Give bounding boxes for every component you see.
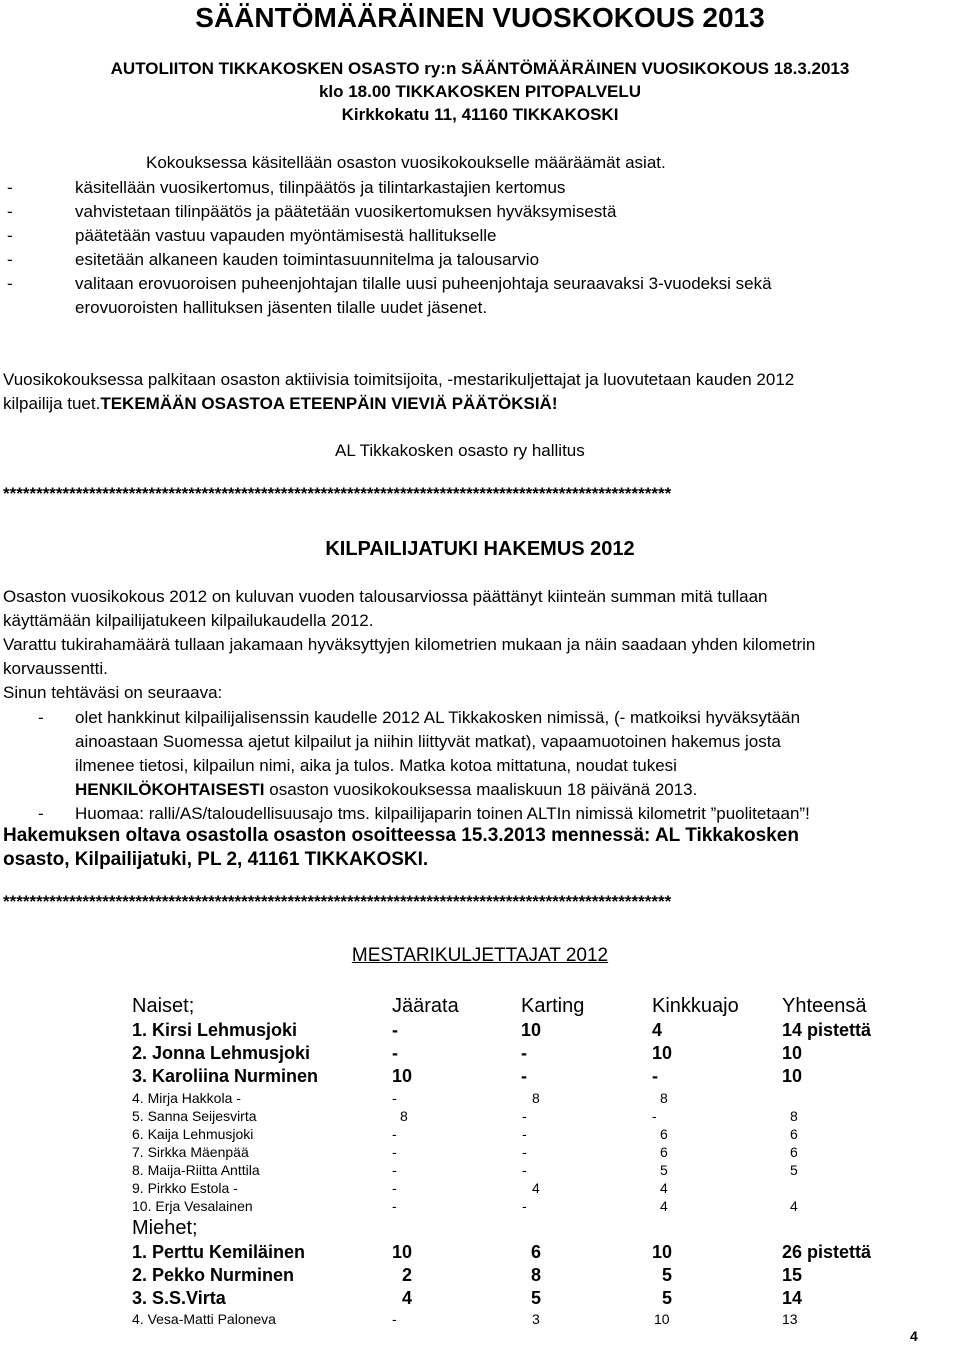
jaarata-value: - [392, 1198, 397, 1214]
agenda-intro: Kokouksessa käsitellään osaston vuosikokoukselle määräämät asiat. [146, 153, 666, 172]
driver-name: 2. Pekko Nurminen [132, 1265, 295, 1285]
agenda-item-text: valitaan erovuoroisen puheenjohtajan tilalle uusi puheenjohtaja seuraavaksi 3-vuodeksi sekä [75, 274, 772, 293]
deadline-line-2: osasto, Kilpailijatuki, PL 2, 41161 TIKKAKOSKI. [3, 849, 429, 870]
karting-value: 8 [531, 1265, 542, 1285]
kinkkuajo-value: 10 [652, 1043, 673, 1063]
driver-name: 8. Maija-Riitta Anttila [132, 1162, 260, 1178]
agenda-item: - vahvistetaan tilinpäätös ja päätetään vuosikertomuksen hyväksymisestä [0, 200, 960, 224]
total-value: 10 [782, 1043, 803, 1063]
agenda-item: - käsitellään vuosikertomus, tilinpäätös ja tilintarkastajien kertomus [0, 176, 960, 200]
agenda-item-text: käsitellään vuosikertomus, tilinpäätös ja tilintarkastajien kertomus [75, 178, 566, 197]
driver-name: 5. Sanna Seijesvirta [132, 1108, 257, 1124]
header-kinkkuajo: Kinkkuajo [652, 995, 739, 1017]
kinkkuajo-value: 8 [660, 1090, 668, 1106]
awards-text-line-2 [3, 392, 558, 416]
table-row [0, 1242, 960, 1265]
header-karting: Karting [521, 995, 585, 1017]
driver-name: 6. Kaija Lehmusjoki [132, 1126, 254, 1142]
agenda-item-text: esitetään alkaneen kauden toimintasuunnitelma ja talousarvio [75, 250, 540, 269]
deadline-line-1: Hakemuksen oltava osastolla osaston osoitteessa 15.3.2013 mennessä: AL Tikkakosken [3, 825, 799, 846]
table-row [0, 1162, 960, 1180]
header-jaarata: Jäärata [392, 995, 459, 1017]
mestarikuljettajat-title: MESTARIKULJETTAJAT 2012 [351, 945, 609, 966]
awards-text-line-1: Vuosikokouksessa palkitaan osaston aktiivisia toimitsijoita, -mestarikuljettajat ja luovutetaan kauden 2012 [3, 370, 795, 389]
jaarata-value: 2 [402, 1265, 413, 1285]
table-row [0, 1198, 960, 1216]
driver-name: 10. Erja Vesalainen [132, 1198, 253, 1214]
table-row [0, 1126, 960, 1144]
jaarata-value: - [392, 1043, 398, 1063]
karting-value: 3 [532, 1311, 540, 1327]
kinkkuajo-value: - [652, 1066, 658, 1086]
karting-value: - [522, 1126, 527, 1142]
total-value: 26 pistettä [782, 1242, 872, 1262]
table-row [0, 1288, 960, 1311]
agenda-item-text: vahvistetaan tilinpäätös ja päätetään vuosikertomuksen hyväksymisestä [75, 202, 617, 221]
kilpailijatuki-text: käyttämään kilpailijatukeen kilpailukaudella 2012. [3, 611, 374, 630]
jaarata-value: - [392, 1144, 397, 1160]
karting-value: - [522, 1162, 527, 1178]
table-row [0, 1108, 960, 1126]
jaarata-value: - [392, 1020, 398, 1040]
agenda-item: - esitetään alkaneen kauden toimintasuunnitelma ja talousarvio [0, 248, 960, 272]
total-value: 6 [790, 1126, 798, 1142]
jaarata-value: - [392, 1162, 397, 1178]
table-row [0, 1090, 960, 1108]
table-row [0, 1144, 960, 1162]
kinkkuajo-value: - [652, 1108, 657, 1124]
jaarata-value: 10 [392, 1242, 413, 1262]
table-row [0, 1066, 960, 1089]
jaarata-value: - [392, 1311, 397, 1327]
requirement-tail: osaston vuosikokouksessa maaliskuun 18 päivänä 2013. [264, 780, 698, 799]
awards-text-normal: kilpailija tuet. [3, 394, 101, 413]
meeting-header-line-2: klo 18.00 TIKKAKOSKEN PITOPALVELU [318, 82, 642, 101]
karting-value: - [522, 1144, 527, 1160]
karting-value: 10 [521, 1020, 542, 1040]
total-value: 10 [782, 1066, 803, 1086]
agenda-item-text: päätetään vastuu vapauden myöntämisestä hallitukselle [75, 226, 497, 245]
total-value: 14 [782, 1288, 803, 1308]
driver-name: 4. Vesa-Matti Paloneva [132, 1311, 276, 1327]
board-signature: AL Tikkakosken osasto ry hallitus [335, 441, 585, 460]
driver-name: 2. Jonna Lehmusjoki [132, 1043, 311, 1063]
header-yhteensa: Yhteensä [782, 995, 867, 1017]
separator-stars: ***************************************************************************************************** [3, 892, 672, 911]
meeting-header-line-1: AUTOLIITON TIKKAKOSKEN OSASTO ry:n SÄÄNTÖMÄÄRÄINEN VUOSIKOKOUS 18.3.2013 [110, 59, 850, 78]
karting-value: 4 [532, 1180, 540, 1196]
driver-name: 3. Karoliina Nurminen [132, 1066, 319, 1086]
kinkkuajo-value: 4 [660, 1180, 668, 1196]
driver-name: 7. Sirkka Mäenpää [132, 1144, 249, 1160]
document-title: SÄÄNTÖMÄÄRÄINEN VUOSKOKOUS 2013 [195, 2, 765, 33]
total-value: 4 [790, 1198, 798, 1214]
kilpailijatuki-text: Varattu tukirahamäärä tullaan jakamaan hyväksyttyjen kilometrien mukaan ja näin saadaan yhden kilometrin [3, 635, 816, 654]
kilpailijatuki-title: KILPAILIJATUKI HAKEMUS 2012 [325, 538, 635, 560]
karting-value: 8 [532, 1090, 540, 1106]
requirement-text: ilmenee tietosi, kilpailun nimi, aika ja tulos. Matka kotoa mittatuna, noudat tukesi [75, 756, 677, 775]
karting-value: - [521, 1043, 527, 1063]
requirement-item: - Huomaa: ralli/AS/taloudellisuusajo tms. kilpailijaparin toinen ALTIn nimissä kilometrit ”puolitetaan”! [0, 802, 960, 826]
separator-stars: ***************************************************************************************************** [3, 484, 672, 503]
karting-value: - [522, 1108, 527, 1124]
kinkkuajo-value: 5 [662, 1265, 673, 1285]
agenda-item-continuation: erovuoroisten hallituksen jäsenten tilalle uudet jäsenet. [75, 298, 488, 317]
requirement-text: Huomaa: ralli/AS/taloudellisuusajo tms. kilpailijaparin toinen ALTIn nimissä kilometrit ”puolitetaan”! [75, 804, 810, 823]
requirement-item: - olet hankkinut kilpailijalisenssin kaudelle 2012 AL Tikkakosken nimissä, (- matkoiksi hyväksytään [0, 706, 960, 730]
awards-text-bold: TEKEMÄÄN OSASTOA ETEENPÄIN VIEVIÄ PÄÄTÖKSIÄ! [100, 394, 558, 413]
kinkkuajo-value: 10 [652, 1242, 673, 1262]
jaarata-value: 4 [402, 1288, 413, 1308]
table-row [0, 1311, 960, 1329]
total-value: 14 pistettä [782, 1020, 872, 1040]
driver-name: 4. Mirja Hakkola - [132, 1090, 241, 1106]
kinkkuajo-value: 6 [660, 1126, 668, 1142]
total-value: 13 [782, 1311, 798, 1327]
table-row [0, 1180, 960, 1198]
kilpailijatuki-text: korvaussentti. [3, 659, 108, 678]
total-value: 15 [782, 1265, 803, 1285]
jaarata-value: - [392, 1090, 397, 1106]
driver-name: 9. Pirkko Estola - [132, 1180, 238, 1196]
agenda-item: - valitaan erovuoroisen puheenjohtajan tilalle uusi puheenjohtaja seuraavaksi 3-vuodeksi sekä [0, 272, 960, 296]
kinkkuajo-value: 10 [654, 1311, 670, 1327]
meeting-header-line-3: Kirkkokatu 11, 41160 TIKKAKOSKI [341, 105, 619, 124]
table-row [0, 1020, 960, 1043]
miehet-label: Miehet; [132, 1217, 198, 1239]
table-row [0, 1265, 960, 1288]
driver-name: 1. Perttu Kemiläinen [132, 1242, 306, 1262]
jaarata-value: - [392, 1126, 397, 1142]
total-value: 8 [790, 1108, 798, 1124]
agenda-item: - päätetään vastuu vapauden myöntämisestä hallitukselle [0, 224, 960, 248]
header-naiset: Naiset; [132, 995, 195, 1017]
requirement-text: ainoastaan Suomessa ajetut kilpailut ja niihin liittyvät matkat), vapaamuotoinen hakemus josta [75, 732, 781, 751]
table-row [0, 1043, 960, 1066]
jaarata-value: - [392, 1180, 397, 1196]
kilpailijatuki-text: Osaston vuosikokous 2012 on kuluvan vuoden talousarviossa päättänyt kiinteän summan mitä tullaan [3, 587, 768, 606]
kinkkuajo-value: 4 [652, 1020, 663, 1040]
karting-value: 5 [531, 1288, 542, 1308]
jaarata-value: 10 [392, 1066, 413, 1086]
kinkkuajo-value: 5 [662, 1288, 673, 1308]
kinkkuajo-value: 4 [660, 1198, 668, 1214]
driver-name: 1. Kirsi Lehmusjoki [132, 1020, 298, 1040]
driver-name: 3. S.S.Virta [132, 1288, 226, 1308]
requirement-text: olet hankkinut kilpailijalisenssin kaudelle 2012 AL Tikkakosken nimissä, (- matkoiksi hyväksytään [75, 708, 801, 727]
requirement-bold: HENKILÖKOHTAISESTI [75, 780, 265, 799]
karting-value: - [521, 1066, 527, 1086]
total-value: 6 [790, 1144, 798, 1160]
kinkkuajo-value: 6 [660, 1144, 668, 1160]
jaarata-value: 8 [400, 1108, 408, 1124]
karting-value: 6 [531, 1242, 542, 1262]
total-value: 5 [790, 1162, 798, 1178]
requirement-text [75, 778, 697, 802]
kilpailijatuki-text: Sinun tehtäväsi on seuraava: [3, 683, 223, 702]
karting-value: - [522, 1198, 527, 1214]
kinkkuajo-value: 5 [660, 1162, 668, 1178]
page-number: 4 [910, 1328, 918, 1344]
